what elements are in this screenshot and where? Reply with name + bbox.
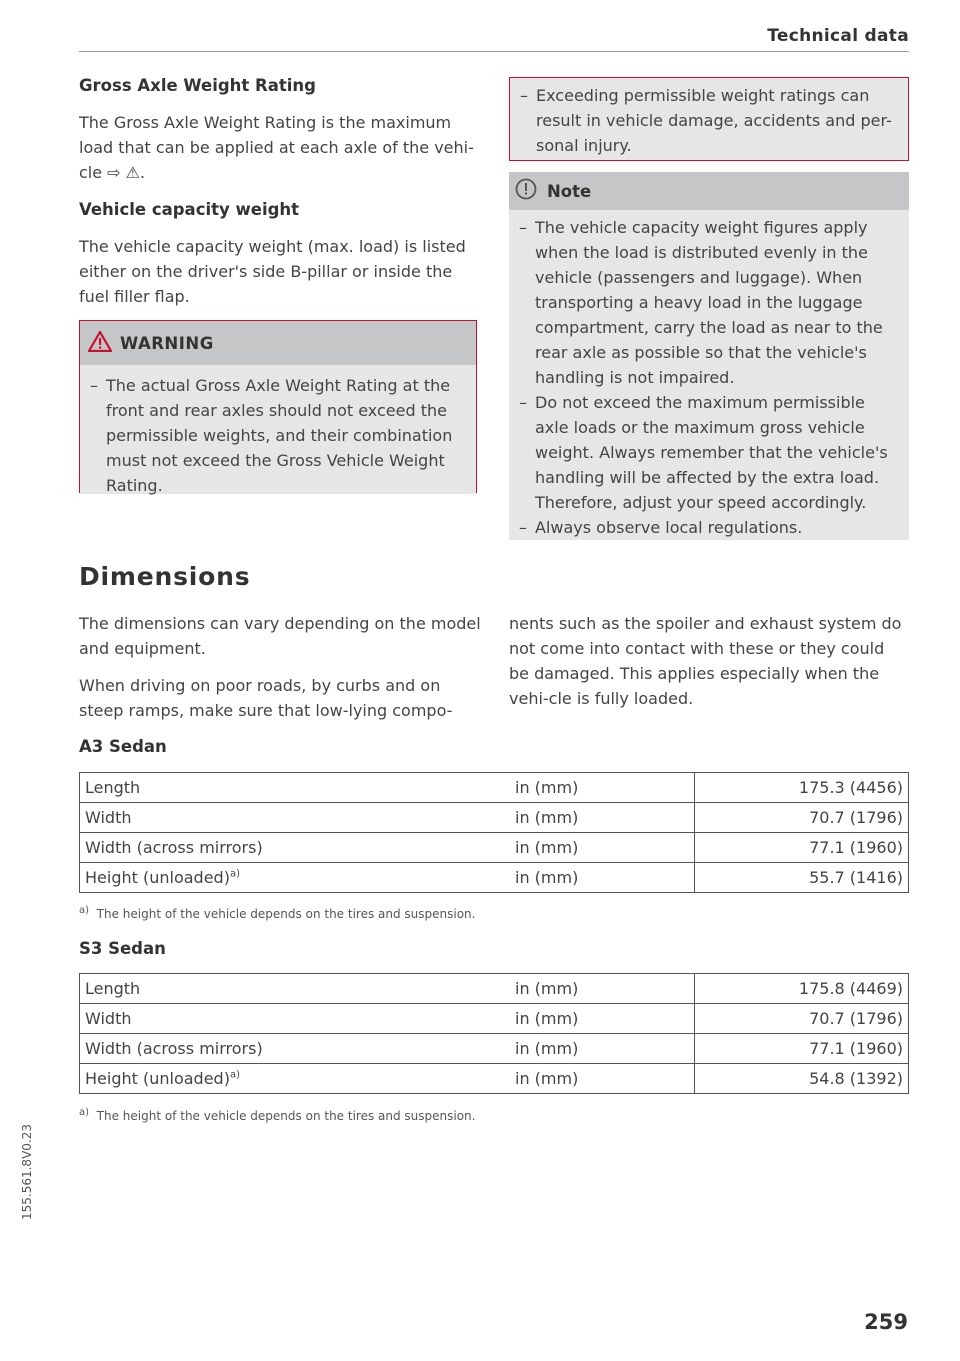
dimension-value: 77.1 (1960) bbox=[695, 1034, 909, 1064]
warning-box bbox=[79, 320, 477, 493]
s3-footnote: $^{a)}$ The height of the vehicle depends on the tires and suspension. bbox=[79, 1107, 476, 1123]
a3-footnote: $^{a)}$ The height of the vehicle depends on the tires and suspension. bbox=[79, 905, 476, 921]
info-circle-icon bbox=[515, 178, 537, 204]
dimension-value: 77.1 (1960) bbox=[695, 833, 909, 863]
header-rule bbox=[79, 51, 909, 52]
dimension-unit: in (mm) bbox=[510, 803, 695, 833]
document-code: 155.561.8V0.23 bbox=[20, 1124, 34, 1220]
warning-label: WARNING bbox=[120, 333, 214, 353]
s3-heading: S3 Sedan bbox=[79, 939, 166, 958]
warning-box-continued bbox=[509, 77, 909, 161]
dimension-label: Width bbox=[80, 803, 511, 833]
dimensions-caution: When driving on poor roads, by curbs and on steep ramps, make sure that low-lying compo- bbox=[79, 676, 453, 720]
dimension-label: Height (unloaded)$^{a)}$ bbox=[80, 1064, 511, 1094]
dimension-unit: in (mm) bbox=[510, 863, 695, 893]
running-header: Technical data bbox=[767, 26, 909, 46]
note-item: – Always observe local regulations. bbox=[519, 515, 899, 540]
page-number: 259 bbox=[864, 1310, 908, 1334]
table-row bbox=[80, 1034, 909, 1064]
warning-item: – The actual Gross Axle Weight Rating at the front and rear axles should not exceed the permissible weights, and their combination must not exceed the Gross Vehicle Weight Rating. bbox=[90, 373, 466, 498]
table-row bbox=[80, 1064, 909, 1094]
dimension-unit: in (mm) bbox=[510, 773, 695, 803]
dimensions-caution-continued: nents such as the spoiler and exhaust system do not come into contact with these or they could be damaged. This applies especially when the vehi-cle is fully loaded. bbox=[509, 614, 902, 708]
footnote-marker: a) bbox=[229, 868, 240, 880]
s3-dimensions-table bbox=[79, 973, 909, 1094]
a3-dimensions-table bbox=[79, 772, 909, 893]
dimension-label: Width (across mirrors) bbox=[80, 1034, 511, 1064]
dimension-label: Length bbox=[80, 773, 511, 803]
table-row bbox=[80, 803, 909, 833]
table-row bbox=[80, 833, 909, 863]
dimension-unit: in (mm) bbox=[510, 1004, 695, 1034]
dimension-value: 175.8 (4469) bbox=[695, 974, 909, 1004]
dimension-label: Length bbox=[80, 974, 511, 1004]
dimension-label: Width (across mirrors) bbox=[80, 833, 511, 863]
dimension-value: 70.7 (1796) bbox=[695, 1004, 909, 1034]
dimension-value: 54.8 (1392) bbox=[695, 1064, 909, 1094]
note-item: – Do not exceed the maximum permissible axle loads or the maximum gross vehicle weight. Always remember that the vehicle's handling will be affected by the extra load. Therefore, adjust your speed accordingly. bbox=[519, 390, 899, 515]
warning-body bbox=[80, 365, 476, 494]
vcw-heading: Vehicle capacity weight bbox=[79, 200, 300, 219]
footnote-marker: a) bbox=[229, 1069, 240, 1081]
table-row bbox=[80, 863, 909, 893]
table-row bbox=[80, 773, 909, 803]
gawr-text: The Gross Axle Weight Rating is the maximum load that can be applied at each axle of the vehi-cle ⇨ ⚠. bbox=[79, 113, 474, 182]
note-label: Note bbox=[547, 181, 592, 201]
note-header bbox=[509, 172, 909, 210]
dimension-value: 70.7 (1796) bbox=[695, 803, 909, 833]
dimension-label: Width bbox=[80, 1004, 511, 1034]
vcw-text: The vehicle capacity weight (max. load) is listed either on the driver's side B-pillar or inside the fuel filler flap. bbox=[79, 237, 466, 306]
dimension-unit: in (mm) bbox=[510, 1034, 695, 1064]
dimensions-intro: The dimensions can vary depending on the model and equipment. bbox=[79, 614, 481, 658]
dimension-unit: in (mm) bbox=[510, 974, 695, 1004]
dimension-label: Height (unloaded)$^{a)}$ bbox=[80, 863, 511, 893]
a3-heading: A3 Sedan bbox=[79, 737, 167, 756]
warning-item: – Exceeding permissible weight ratings can result in vehicle damage, accidents and per-sonal injury. bbox=[520, 83, 898, 158]
note-box bbox=[509, 172, 909, 540]
note-item: – The vehicle capacity weight figures apply when the load is distributed evenly in the vehicle (passengers and luggage). When transporting a heavy load in the luggage compartment, carry the load as near to the rear axle as possible so that the vehicle's handling is not impaired. bbox=[519, 215, 899, 390]
warning-triangle-icon bbox=[88, 331, 112, 356]
table-row bbox=[80, 974, 909, 1004]
dimension-value: 55.7 (1416) bbox=[695, 863, 909, 893]
table-row bbox=[80, 1004, 909, 1034]
dimensions-heading: Dimensions bbox=[79, 562, 251, 591]
dimension-value: 175.3 (4456) bbox=[695, 773, 909, 803]
gawr-heading: Gross Axle Weight Rating bbox=[79, 76, 316, 95]
dimension-unit: in (mm) bbox=[510, 833, 695, 863]
warning-header bbox=[80, 321, 476, 365]
dimension-unit: in (mm) bbox=[510, 1064, 695, 1094]
